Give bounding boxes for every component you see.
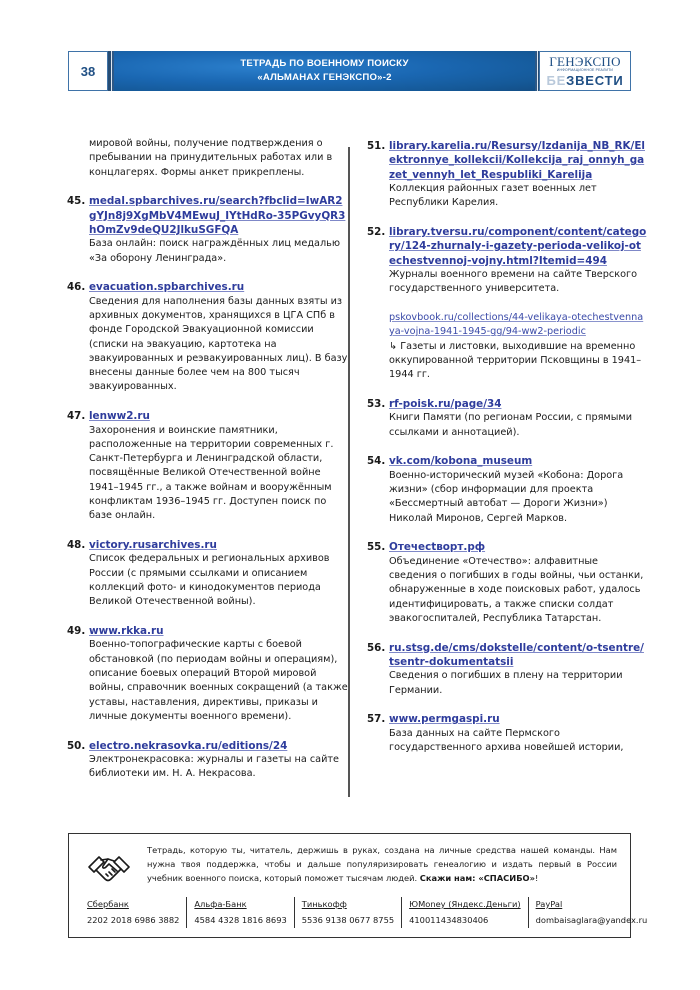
- donation-box: [68, 833, 648, 938]
- bank-number: 2202 2018 6986 3882: [87, 915, 180, 925]
- item-number: 45.: [67, 195, 86, 208]
- bank-name: Тинькофф: [301, 899, 347, 909]
- resource-link[interactable]: lenww2.ru: [89, 410, 150, 423]
- resource-link[interactable]: library.tversu.ru/component/content/category/124-zhurnaly-i-gazety-perioda-velikoj-otechestvennoj-vojny.html?Itemid=494: [389, 225, 647, 267]
- item-description: Журналы военного времени на сайте Тверского государственного университета.: [389, 268, 638, 295]
- item-description: Захоронения и воинские памятники, расположенные на территории современных г. Санкт-Петербурга и Ленинградской области, посвящённые Великой Отечественной войне 1941–1945 гг., а также войнам и вооружённым конфликтам 1936–1945 гг. Доступен поиск по базе онлайн.: [89, 424, 334, 522]
- header-title-line1: ТЕТРАДЬ ПО ВОЕННОМУ ПОИСКУ: [240, 58, 409, 69]
- item-number: 54.: [367, 455, 386, 468]
- bank-name: ЮMoney (Яндекс.Деньги): [409, 899, 521, 909]
- item-number: 55.: [367, 541, 386, 554]
- resource-link[interactable]: ru.stsg.de/cms/dokstelle/content/o-tsentre/tsentr-dokumentatsii: [389, 641, 644, 668]
- bank-details: [81, 897, 654, 928]
- resource-link[interactable]: victory.rusarchives.ru: [89, 539, 217, 552]
- logo-bottom-solid: ЗВЕСТИ: [566, 72, 624, 88]
- logo-bottom-text: [547, 74, 624, 87]
- list-item-45: [67, 194, 349, 265]
- continuation-text: мировой войны, получение подтверждения о пребывании на принудительных работах или в концлагерях. Формы анкет прикреплены.: [89, 138, 333, 178]
- sub-entry-desc: Газеты и листовки, выходившие на временно оккупированной территории Псковщины в 1941–1944 гг.: [389, 340, 642, 381]
- item-description: Объединение «Отечество»: алфавитные сведения о погибших в годы войны, чьи останки, обнаруженные в ходе поисковых работ, удалось идентифицировать, а также списки солдат эвакогоспиталей, Республика Татарстан.: [389, 555, 644, 624]
- donation-text-end: !: [534, 873, 539, 883]
- bank-yoomoney: [401, 897, 527, 928]
- logo-tagline: ИНФОРМАЦИОННОЕ РЕАЛИТИ: [556, 68, 614, 73]
- list-item-54: [367, 454, 647, 525]
- item-description: Электронекрасовка: журналы и газеты на сайте библиотеки им. Н. А. Некрасова.: [89, 753, 340, 780]
- resource-link[interactable]: electro.nekrasovka.ru/editions/24: [89, 739, 288, 752]
- resource-link-secondary[interactable]: pskovbook.ru/collections/44-velikaya-otechestvennaya-vojna-1941-1945-gg/94-ww2-periodic: [389, 311, 644, 338]
- right-column: [367, 137, 647, 755]
- return-arrow-icon: ↳: [389, 340, 398, 352]
- bank-number: 5536 9138 0677 8755: [301, 915, 395, 925]
- donation-message: Тетрадь, которую ты, читатель, держишь в руках, создана на личные средства нашей команды. Нам нужна твоя поддержка, чтобы и дальше популяризировать генеалогию и издать первый в России учебник военного поиска, который поможет тысячам людей.: [147, 845, 617, 883]
- bank-tinkoff: [294, 897, 401, 928]
- item-description: Военно-топографические карты с боевой обстановкой (по периодам войны и операциям), описание боевых операций Второй мировой войны, справочник военных сокращений (а также уставы, наставления, директивы, приказы и личные документы военного времени).: [89, 639, 348, 722]
- list-item-47: [67, 409, 349, 523]
- column-divider: [348, 147, 350, 797]
- item-number: 48.: [67, 539, 86, 552]
- sub-entry-pskovbook: [367, 311, 647, 382]
- page-number: 38: [68, 51, 108, 91]
- item-description: Сведения для наполнения базы данных взяты из архивных документов, хранящихся в ЦГА СПб в фонде Городской Эвакуационной комиссии (списки на эвакуацию, картотека на эвакуированных и реэвакуированных лиц). В базу внесены данные более чем на 800 тысяч эвакуированных.: [89, 295, 348, 393]
- item-number: 57.: [367, 713, 386, 726]
- item-number: 47.: [67, 410, 86, 423]
- list-item-49: [67, 624, 349, 724]
- item-description: Книги Памяти (по регионам России, с прямыми ссылками и аннотацией).: [389, 412, 632, 438]
- bank-sberbank: [81, 897, 186, 928]
- bank-number: 410011434830406: [409, 915, 489, 925]
- bank-number: 4584 4328 1816 8693: [194, 915, 287, 925]
- item-number: 52.: [367, 225, 386, 238]
- item-description: Сведения о погибших в плену на территории Германии.: [389, 670, 623, 696]
- resource-link[interactable]: Отечесtворт.рф: [389, 541, 486, 554]
- item-number: 56.: [367, 641, 386, 654]
- item-number: 51.: [367, 140, 386, 152]
- resource-link[interactable]: library.karelia.ru/Resursy/Izdanija_NB_RK/Elektronnye_kollekcii/Kollekcija_raj_onnyh_gazet_vennyh_let_Respubliki_Karelija: [389, 140, 645, 181]
- item-number: 53.: [367, 397, 386, 410]
- list-item-53: [367, 397, 647, 440]
- bank-paypal: [528, 897, 655, 928]
- list-item-51: [367, 139, 647, 210]
- page-header: [68, 51, 631, 91]
- resource-link[interactable]: www.permgaspi.ru: [389, 713, 500, 726]
- list-item-50: [67, 739, 349, 782]
- item-description: [389, 340, 647, 383]
- donation-text: [147, 843, 617, 885]
- resource-link[interactable]: www.rkka.ru: [89, 625, 164, 638]
- bank-number: dombaisaglara@yandex.ru: [535, 915, 648, 925]
- bank-name: PayPal: [535, 899, 563, 909]
- handshake-icon: [87, 847, 131, 887]
- item-description: База данных на сайте Пермского государственного архива новейшей истории,: [389, 727, 624, 753]
- bank-name: Сбербанк: [87, 899, 129, 909]
- bank-alfa: [186, 897, 293, 928]
- item-description: Коллекция районных газет военных лет Республики Карелия.: [389, 182, 597, 209]
- resource-link[interactable]: rf-poisk.ru/page/34: [389, 397, 502, 410]
- genexpo-logo: [539, 51, 631, 91]
- list-item-57: [367, 712, 647, 755]
- header-title-band: [114, 51, 535, 91]
- resource-link[interactable]: medal.spbarchives.ru/search?fbclid=IwAR2gYJn8j9XgMbV4MEwuJ_IYtHdRo-35PGvyQR3hOmZv9deQU2JlkuSGFQA: [89, 195, 346, 236]
- list-item-52: [367, 225, 647, 296]
- list-item-55: [367, 540, 647, 626]
- left-column: [67, 137, 349, 782]
- item-number: 49.: [67, 625, 86, 638]
- item-description: База онлайн: поиск награждённых лиц медалью «За оборону Ленинграда».: [89, 238, 341, 264]
- list-item-46: [67, 280, 349, 394]
- item-number: 46.: [67, 281, 86, 294]
- resource-link[interactable]: evacuation.spbarchives.ru: [89, 281, 245, 294]
- resource-link[interactable]: vk.com/kobona_museum: [389, 455, 533, 468]
- bank-name: Альфа-Банк: [194, 899, 247, 909]
- item-number: 50.: [67, 739, 86, 752]
- list-item-48: [67, 538, 349, 609]
- logo-top-text: ГЕНЭКСПО: [549, 54, 621, 70]
- header-title-line2: «АЛЬМАНАХ ГЕНЭКСПО»-2: [257, 72, 392, 83]
- item-description: Военно-исторический музей «Кобона: Дорога жизни» (сбор информации для проекта «Бессмертный автобат — Дороги Жизни») Николай Миронов, Сергей Марков.: [389, 469, 624, 524]
- logo-bottom-faded: БЕ: [546, 72, 567, 88]
- list-item-56: [367, 641, 647, 698]
- donation-thanks: Скажи нам: «СПАСИБО»: [419, 873, 535, 883]
- item-description: Список федеральных и региональных архивов России (с прямыми ссылками и описанием коллекций фото- и кинодокументов периода Великой Отечественной войны).: [89, 553, 330, 608]
